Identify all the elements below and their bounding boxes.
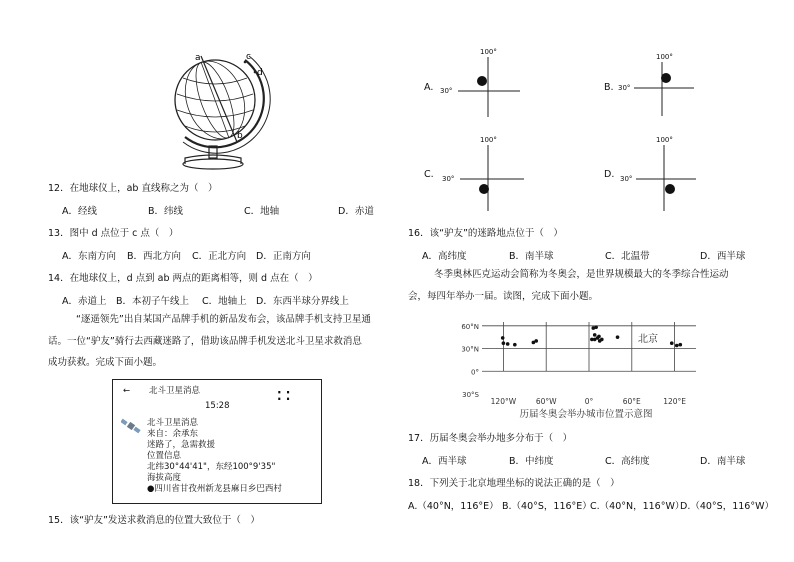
question-16: 16．该“驴友”的迷路地点位于（ ） [408,228,563,239]
host-city-point [679,343,683,347]
passage-1-line-3: 成功获救。完成下面小题。 [48,357,163,368]
message-line-2: 来自：余承东 [147,429,199,439]
globe-figure [165,42,275,172]
host-city-point [594,326,598,330]
q12-option-b[interactable]: B．纬线 [148,206,184,217]
host-city-point [600,338,604,342]
question-17: 17．历届冬奥会举办地多分布于（ ） [408,433,573,444]
grid-option-b-point [661,73,671,83]
label-b: b [237,131,243,141]
q14-option-d[interactable]: D．东西半球分界线上 [256,296,349,307]
grid-option-c-lat: 30° [442,175,455,183]
x-tick-label: 60°E [622,397,641,406]
q17-option-a[interactable]: A．西半球 [422,456,467,467]
message-header: 北斗卫星消息 [149,386,201,396]
chart-title: 历届冬奥会举办城市位置示意图 [519,409,653,420]
q18-option-c[interactable]: C.（40°N，116°W） [590,501,685,512]
q13-option-a[interactable]: A．东南方向 [62,251,116,262]
grid-option-c-lon: 100° [480,136,497,144]
host-city-point [513,343,517,347]
back-arrow-icon[interactable]: ← [123,386,131,396]
grid-option-d-lon: 100° [656,136,673,144]
x-tick-label: 120°W [490,397,517,406]
q17-option-d[interactable]: D．南半球 [700,456,746,467]
q12-option-a[interactable]: A．经线 [62,206,97,217]
annotation-beijing: 北京 [638,334,658,345]
label-c: c [246,52,251,62]
host-city-point [593,333,597,337]
q18-option-d[interactable]: D.（40°S，116°W） [680,501,774,512]
winter-olympics-map [448,316,708,420]
host-city-point [675,344,679,348]
message-line-6: 海拔高度 [147,473,182,483]
grid-option-d-lat: 30° [620,175,633,183]
passage-1-line-1: “逐遥领先”出自某国产品牌手机的新品发布会，该品牌手机支持卫星通 [76,314,371,325]
grid-option-a-lat: 30° [440,87,453,95]
message-line-5: 北纬30°44'41"，东经100°9'35" [147,462,276,472]
q12-option-d[interactable]: D．赤道 [338,206,374,217]
q16-option-b[interactable]: B．南半球 [509,251,554,262]
grid-option-a[interactable] [420,45,530,120]
q18-option-b[interactable]: B.（40°S，116°E） [502,501,592,512]
q12-option-c[interactable]: C．地轴 [244,206,280,217]
question-12: 12．在地球仪上，ab 直线称之为（ ） [48,183,218,194]
message-line-1: 北斗卫星消息 [147,418,199,428]
grid-option-c[interactable] [420,133,530,213]
grid-option-a-point [477,76,487,86]
label-a: a [195,53,201,63]
q14-option-c[interactable]: C．地轴上 [202,296,247,307]
question-13: 13．图中 d 点位于 c 点（ ） [48,228,179,239]
grid-option-c-point [479,184,489,194]
grid-option-c-letter: C. [424,169,434,180]
label-d: d [257,68,263,78]
q13-option-c[interactable]: C．正北方向 [192,251,247,262]
q18-option-a[interactable]: A.（40°N，116°E） [408,501,499,512]
message-line-4: 位置信息 [147,451,182,461]
host-city-point [501,336,505,340]
host-city-point [597,335,601,339]
grid-option-a-lon: 100° [480,48,497,56]
satellite-message-box [112,379,322,504]
y-tick-label: 0° [471,368,479,377]
message-time: 15:28 [205,401,230,411]
grid-option-b-lat: 30° [618,84,631,92]
host-city-point [670,341,674,345]
question-14: 14．在地球仪上，d 点到 ab 两点的距离相等，则 d 点在（ ） [48,273,318,284]
q16-option-c[interactable]: C．北温带 [605,251,650,262]
message-line-7: ●四川省甘孜州新龙县麻日乡巴西村 [147,484,282,494]
host-city-point [534,339,538,343]
grid-option-d-letter: D. [604,169,615,180]
q14-option-a[interactable]: A．赤道上 [62,296,107,307]
grid-option-a-letter: A. [424,82,434,93]
x-tick-label: 0° [584,397,594,406]
question-18: 18．下列关于北京地理坐标的说法正确的是（ ） [408,478,620,489]
host-city-point [616,335,620,339]
x-tick-label: 60°W [535,397,557,406]
q17-option-c[interactable]: C．高纬度 [605,456,650,467]
host-city-point [502,341,506,345]
y-tick-label: 30°N [461,345,479,354]
q16-option-a[interactable]: A．高纬度 [422,251,467,262]
q13-option-d[interactable]: D．正南方向 [256,251,311,262]
passage-2-line-1: 冬季奥林匹克运动会简称为冬奥会，是世界规模最大的冬季综合性运动 [434,269,729,280]
y-tick-label: 30°S [462,391,479,399]
q13-option-b[interactable]: B．西北方向 [127,251,182,262]
host-city-point [506,342,510,346]
q16-option-d[interactable]: D．西半球 [700,251,746,262]
q17-option-b[interactable]: B．中纬度 [509,456,554,467]
grid-option-b-letter: B. [604,82,614,93]
y-tick-label: 60°N [461,322,479,331]
x-tick-label: 120°E [663,397,687,406]
satellite-icon [121,418,141,434]
message-line-3: 迷路了，急需救援 [147,440,216,450]
grid-option-b[interactable] [600,50,710,120]
passage-2-line-2: 会，每四年举办一届。读图，完成下面小题。 [408,291,599,302]
grid-option-b-lon: 100° [656,53,673,61]
more-dots-icon[interactable]: ⁚ ⁚ [277,389,291,403]
q14-option-b[interactable]: B．本初子午线上 [116,296,190,307]
question-15: 15．该“驴友”发送求救消息的位置大致位于（ ） [48,515,260,526]
grid-option-d[interactable] [600,133,710,213]
grid-option-d-point [665,184,675,194]
passage-1-line-2: 话。一位“驴友”骑行去西藏迷路了，借助该品牌手机发送北斗卫星求救消息 [48,336,362,347]
